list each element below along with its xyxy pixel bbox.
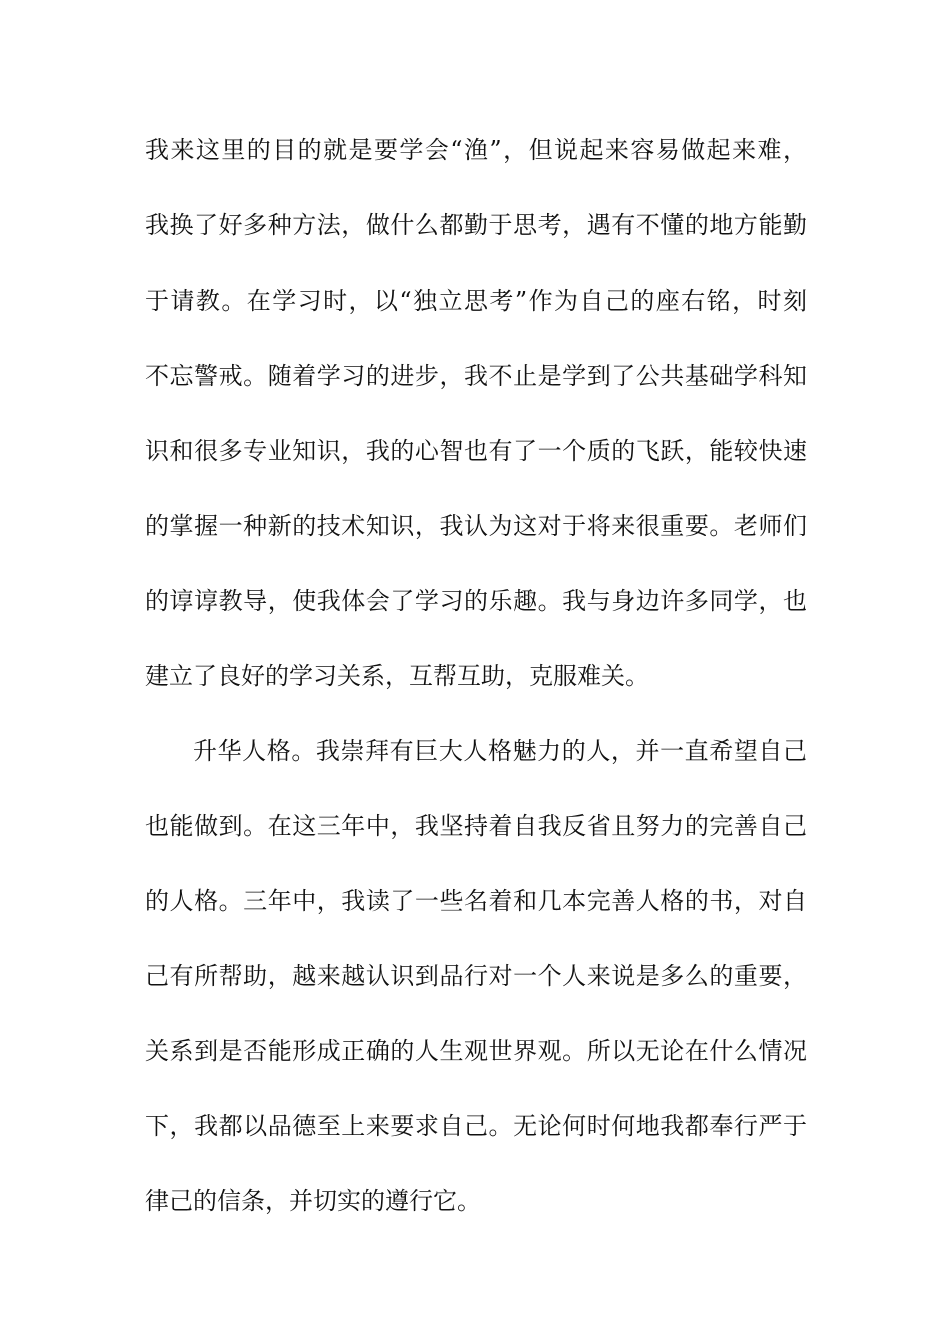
text-line: 的谆谆教导，使我体会了学习的乐趣。我与身边许多同学，也 xyxy=(145,587,807,615)
text-line: 于请教。在学习时，以“独立思考”作为自己的座右铭，时刻 xyxy=(145,287,807,315)
text-line: 建立了良好的学习关系，互帮互助，克服难关。 xyxy=(145,662,649,690)
text-line: 关系到是否能形成正确的人生观世界观。所以无论在什么情况 xyxy=(145,1037,807,1065)
paragraph-first-line: 升华人格。我崇拜有巨大人格魅力的人，并一直希望自己 xyxy=(193,737,807,765)
text-line: 我来这里的目的就是要学会“渔”，但说起来容易做起来难， xyxy=(145,136,807,164)
text-line: 下，我都以品德至上来要求自己。无论何时何地我都奉行严于 xyxy=(145,1112,807,1140)
text-line: 也能做到。在这三年中，我坚持着自我反省且努力的完善自己 xyxy=(145,812,807,840)
text-line: 的掌握一种新的技术知识，我认为这对于将来很重要。老师们 xyxy=(145,512,807,540)
text-line: 不忘警戒。随着学习的进步，我不止是学到了公共基础学科知 xyxy=(145,362,807,390)
text-line: 我换了好多种方法，做什么都勤于思考，遇有不懂的地方能勤 xyxy=(145,211,807,239)
text-line: 律己的信条，并切实的遵行它。 xyxy=(145,1187,481,1215)
text-line: 识和很多专业知识，我的心智也有了一个质的飞跃，能较快速 xyxy=(145,437,807,465)
text-line: 己有所帮助，越来越认识到品行对一个人来说是多么的重要， xyxy=(145,962,807,990)
text-line: 的人格。三年中，我读了一些名着和几本完善人格的书，对自 xyxy=(145,887,807,915)
